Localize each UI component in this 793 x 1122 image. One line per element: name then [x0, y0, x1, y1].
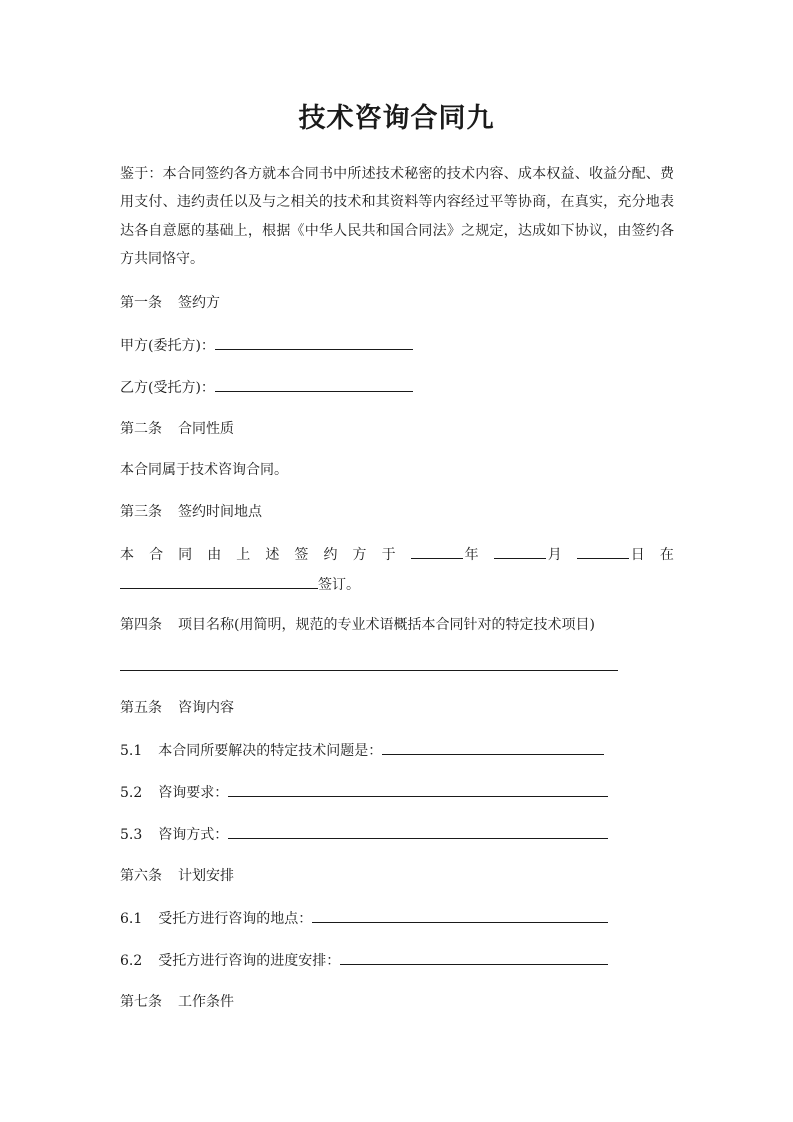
date-char: 同	[178, 547, 193, 563]
date-char: 本	[120, 547, 134, 563]
item-5-2-blank[interactable]	[228, 782, 608, 797]
article-title: 签约方	[178, 295, 220, 311]
item-5-2-row	[120, 782, 680, 803]
date-char: 约	[323, 547, 338, 563]
article-2-heading	[120, 419, 680, 439]
party-b-blank[interactable]	[215, 377, 413, 392]
item-number: 5.2	[120, 785, 143, 801]
article-title: 工作条件	[178, 994, 234, 1010]
signing-end-text: 签订。	[318, 577, 360, 593]
preamble-paragraph: 鉴于：本合同签约各方就本合同书中所述技术秘密的技术内容、成本权益、收益分配、费用支付、违约责任以及与之相关的技术和其资料等内容经过平等协商，在真实，充分地表达各自意愿的基础上，根据《中华人民共和国合同法》之规定，达成如下协议，由签约各方共同恪守。	[120, 166, 674, 267]
date-char: 上	[236, 547, 251, 563]
article-1-heading	[120, 293, 680, 313]
article-number: 第二条	[120, 421, 162, 437]
article-title: 项目名称(用简明，规范的专业术语概括本合同针对的特定技术项目)	[178, 617, 595, 633]
item-number: 5.1	[120, 743, 143, 759]
year-label: 年	[464, 547, 479, 563]
article-number: 第六条	[120, 868, 162, 884]
date-char: 由	[207, 547, 222, 563]
item-6-1-blank[interactable]	[312, 908, 608, 923]
article-2-text: 本合同属于技术咨询合同。	[120, 462, 288, 478]
project-name-row	[120, 656, 680, 677]
article-5-heading	[120, 698, 680, 718]
year-blank[interactable]	[411, 544, 463, 559]
item-number: 6.2	[120, 953, 143, 969]
project-name-blank[interactable]	[120, 656, 618, 671]
party-a-row	[120, 335, 680, 356]
party-a-label: 甲方(委托方)：	[120, 338, 215, 354]
item-number: 6.1	[120, 911, 143, 927]
month-blank[interactable]	[494, 544, 546, 559]
item-5-1-row	[120, 740, 680, 761]
item-label: 本合同所要解决的特定技术问题是：	[158, 743, 383, 759]
item-label: 受托方进行咨询的进度安排：	[158, 953, 341, 969]
article-number: 第四条	[120, 617, 162, 633]
item-6-1-row	[120, 908, 680, 929]
article-6-heading	[120, 866, 680, 886]
date-char: 方	[352, 547, 367, 563]
article-title: 咨询内容	[178, 700, 234, 716]
item-6-2-row	[120, 950, 680, 971]
article-title: 计划安排	[178, 868, 234, 884]
item-5-1-blank[interactable]	[382, 740, 604, 755]
party-b-label: 乙方(受托方)：	[120, 380, 215, 396]
party-a-blank[interactable]	[215, 335, 413, 350]
document-title: 技术咨询合同九	[298, 103, 495, 134]
day-field	[577, 544, 645, 565]
day-label: 日	[630, 547, 645, 563]
article-number: 第一条	[120, 295, 162, 311]
article-4-heading	[120, 615, 680, 635]
item-label: 受托方进行咨询的地点：	[158, 911, 313, 927]
year-field	[411, 544, 479, 565]
month-field	[494, 544, 562, 565]
item-5-3-blank[interactable]	[228, 824, 608, 839]
party-b-row	[120, 377, 680, 398]
day-blank[interactable]	[577, 544, 629, 559]
item-label: 咨询要求：	[158, 785, 229, 801]
signing-place-row	[120, 574, 680, 595]
article-number: 第五条	[120, 700, 162, 716]
item-number: 5.3	[120, 827, 143, 843]
item-5-3-row	[120, 824, 680, 845]
date-char: 合	[149, 547, 164, 563]
item-6-2-blank[interactable]	[340, 950, 608, 965]
article-number: 第三条	[120, 504, 162, 520]
date-char: 述	[265, 547, 280, 563]
date-char: 在	[659, 547, 674, 563]
article-3-heading	[120, 502, 680, 522]
article-title: 合同性质	[178, 421, 234, 437]
article-7-heading	[120, 992, 680, 1012]
article-number: 第七条	[120, 994, 162, 1010]
date-char: 签	[294, 547, 309, 563]
signing-date-row	[120, 544, 674, 565]
date-char: 于	[381, 547, 396, 563]
signing-place-blank[interactable]	[120, 574, 318, 589]
month-label: 月	[547, 547, 562, 563]
article-title: 签约时间地点	[178, 504, 262, 520]
item-label: 咨询方式：	[158, 827, 229, 843]
